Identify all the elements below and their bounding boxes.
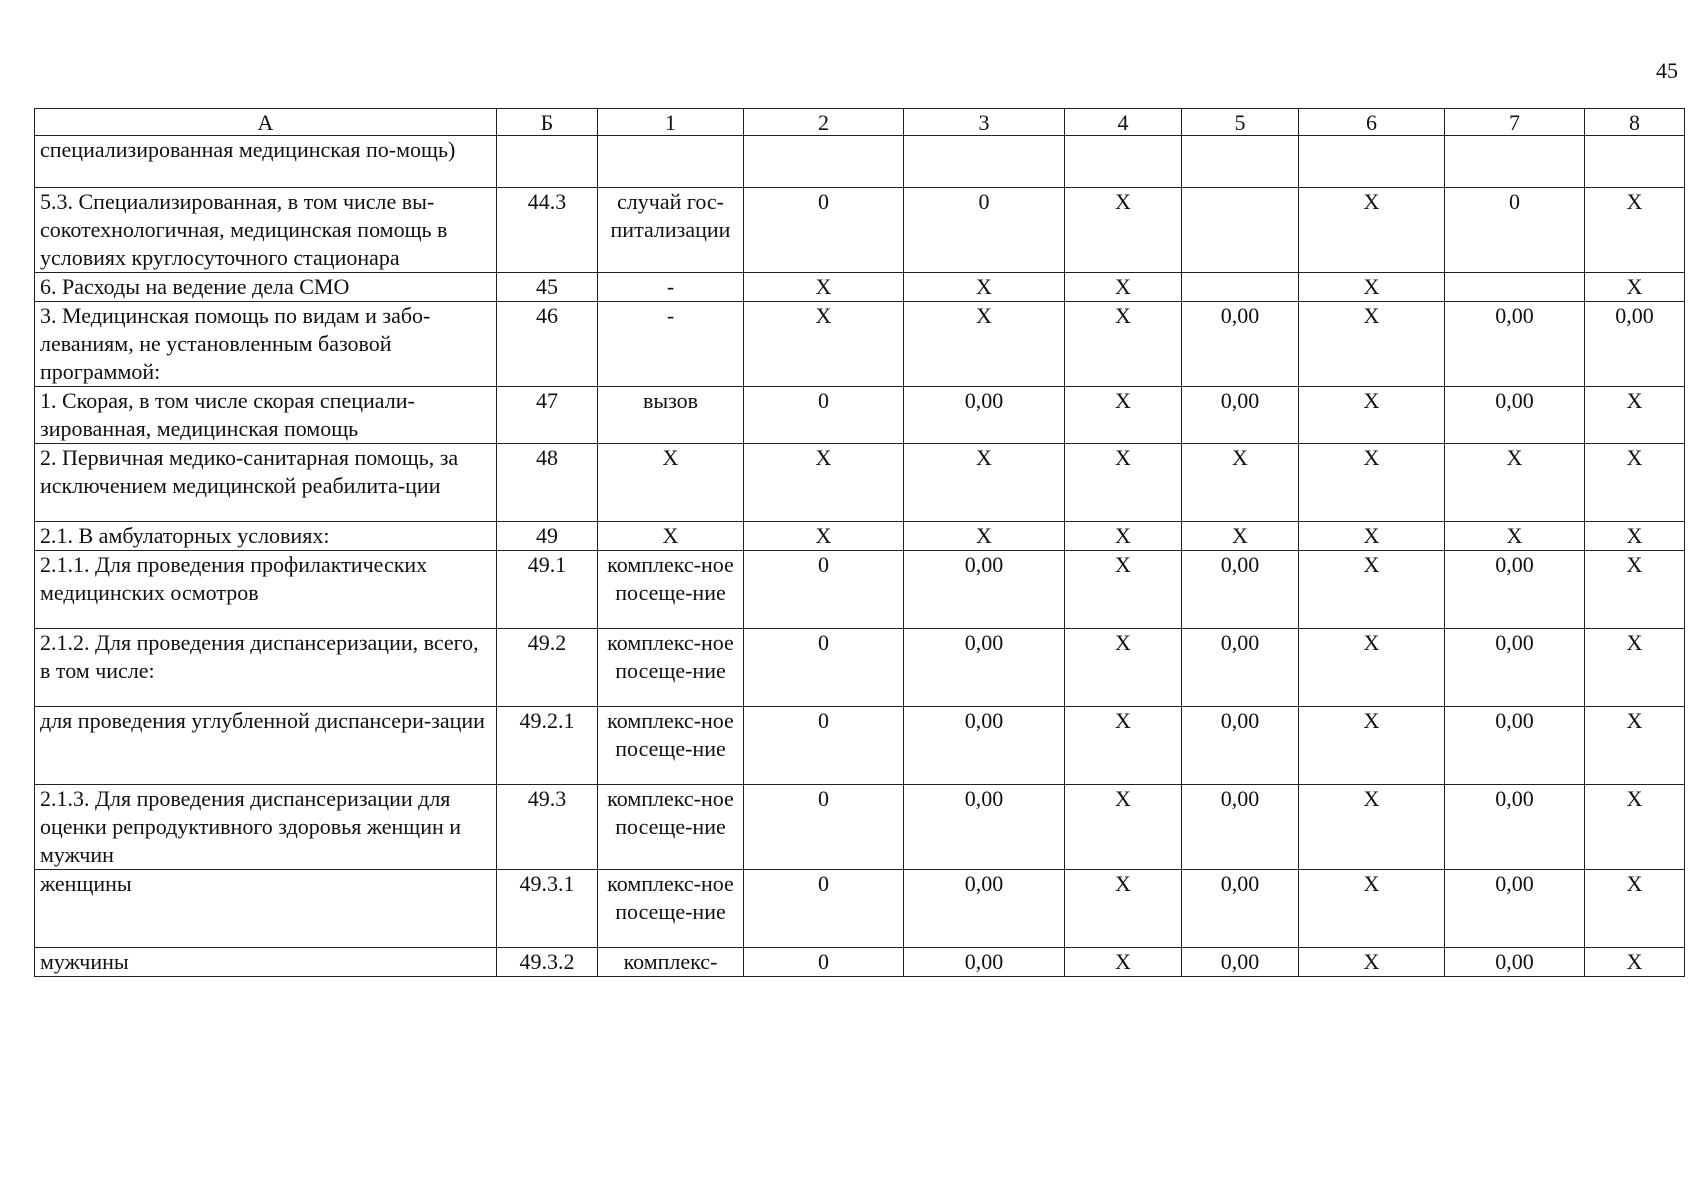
column-header: А [35, 109, 497, 136]
table-cell: Х [1182, 444, 1299, 522]
row-label-cell: 6. Расходы на ведение дела СМО [35, 273, 497, 302]
column-header: Б [497, 109, 598, 136]
table-row [35, 188, 1685, 273]
table-cell: Х [1065, 948, 1182, 977]
table-cell: Х [1299, 551, 1445, 629]
table-row [35, 444, 1685, 522]
table-cell [1299, 136, 1445, 188]
table-row [35, 785, 1685, 870]
table-cell: 0 [744, 948, 904, 977]
row-label-cell: 2. Первичная медико-санитарная помощь, за исключением медицинской реабилита-ции [35, 444, 497, 522]
table-cell: 49.1 [497, 551, 598, 629]
row-label-cell: 1. Скорая, в том числе скорая специали-зированная, медицинская помощь [35, 387, 497, 444]
table-cell: комплекс-ное посеще-ние [598, 707, 744, 785]
table-cell [1445, 273, 1585, 302]
table-cell: 0,00 [1445, 551, 1585, 629]
table-cell: 0,00 [1445, 707, 1585, 785]
table-row [35, 136, 1685, 188]
table-cell: Х [1299, 948, 1445, 977]
column-header: 6 [1299, 109, 1445, 136]
table-cell: Х [744, 444, 904, 522]
table-cell: Х [1299, 387, 1445, 444]
table-cell: 0,00 [1585, 302, 1685, 387]
table-cell: Х [1065, 387, 1182, 444]
table-cell: 0,00 [904, 387, 1065, 444]
table-cell: 0,00 [1445, 785, 1585, 870]
table-cell: Х [598, 522, 744, 551]
table-cell: 0 [744, 551, 904, 629]
table-cell: Х [904, 522, 1065, 551]
table-cell: 0 [744, 870, 904, 948]
table-cell: Х [1065, 273, 1182, 302]
table-cell: 0,00 [1445, 387, 1585, 444]
row-label-cell: 3. Медицинская помощь по видам и забо-леваниям, не установленным базовой программой: [35, 302, 497, 387]
row-label-cell: специализированная медицинская по-мощь) [35, 136, 497, 188]
row-label-cell: 2.1.2. Для проведения диспансеризации, всего, в том числе: [35, 629, 497, 707]
table-cell: Х [1585, 629, 1685, 707]
table-cell: 45 [497, 273, 598, 302]
table-row [35, 948, 1685, 977]
table-cell: Х [1299, 188, 1445, 273]
table-cell: 49.2 [497, 629, 598, 707]
table-cell: Х [1065, 551, 1182, 629]
row-label-cell: 2.1.1. Для проведения профилактических медицинских осмотров [35, 551, 497, 629]
table-cell: вызов [598, 387, 744, 444]
column-header: 1 [598, 109, 744, 136]
table-cell: Х [744, 302, 904, 387]
table-cell [1182, 273, 1299, 302]
table-cell: - [598, 302, 744, 387]
table-cell: 0 [744, 188, 904, 273]
table-cell: Х [1065, 444, 1182, 522]
table-row [35, 387, 1685, 444]
table-cell: Х [1065, 629, 1182, 707]
table-cell [497, 136, 598, 188]
table-cell: 49.3.1 [497, 870, 598, 948]
row-label-cell: для проведения углубленной диспансери-зации [35, 707, 497, 785]
row-label-cell: мужчины [35, 948, 497, 977]
table-cell: Х [1065, 302, 1182, 387]
table-cell: Х [1299, 707, 1445, 785]
table-cell: 48 [497, 444, 598, 522]
table-cell [744, 136, 904, 188]
table-cell: 49 [497, 522, 598, 551]
table-cell: Х [1585, 522, 1685, 551]
table-cell: Х [1585, 948, 1685, 977]
table-cell [1182, 136, 1299, 188]
table-cell: Х [744, 273, 904, 302]
table-cell: 0,00 [1182, 302, 1299, 387]
table-cell: 0,00 [1182, 948, 1299, 977]
table-cell: 0,00 [904, 948, 1065, 977]
table-cell: 47 [497, 387, 598, 444]
table-cell: 0,00 [904, 707, 1065, 785]
table-cell: Х [1585, 188, 1685, 273]
table-cell: Х [1299, 522, 1445, 551]
table-cell: Х [1299, 302, 1445, 387]
table-cell: 0,00 [1182, 551, 1299, 629]
table-cell: 0,00 [1182, 629, 1299, 707]
table-cell: 0,00 [1182, 870, 1299, 948]
table-cell: комплекс-ное посеще-ние [598, 629, 744, 707]
table-row [35, 302, 1685, 387]
table-cell: Х [1065, 785, 1182, 870]
row-label-cell: 2.1.3. Для проведения диспансеризации для оценки репродуктивного здоровья женщин и мужчин [35, 785, 497, 870]
table-row [35, 870, 1685, 948]
table-cell: 49.3.2 [497, 948, 598, 977]
table-cell: Х [1299, 444, 1445, 522]
table-cell: 0,00 [1445, 948, 1585, 977]
row-label-cell: женщины [35, 870, 497, 948]
table-cell: 0,00 [904, 785, 1065, 870]
table-cell: 0,00 [1445, 302, 1585, 387]
column-header: 7 [1445, 109, 1585, 136]
row-label-cell: 2.1. В амбулаторных условиях: [35, 522, 497, 551]
table-cell: 0 [744, 785, 904, 870]
data-table [34, 108, 1685, 977]
table-cell: комплекс- [598, 948, 744, 977]
table-cell: 0,00 [1182, 707, 1299, 785]
table-cell: 0,00 [904, 551, 1065, 629]
table-cell: Х [1585, 273, 1685, 302]
table-row [35, 522, 1685, 551]
column-header: 2 [744, 109, 904, 136]
table-cell: - [598, 273, 744, 302]
table-cell: Х [1299, 870, 1445, 948]
table-cell: Х [1585, 444, 1685, 522]
table-cell: Х [744, 522, 904, 551]
table-cell: 0,00 [1182, 785, 1299, 870]
table-row [35, 551, 1685, 629]
table-cell: случай гос-питализации [598, 188, 744, 273]
table-cell: Х [1299, 273, 1445, 302]
table-cell: Х [1585, 785, 1685, 870]
table-cell: Х [1445, 522, 1585, 551]
table-cell: Х [1065, 522, 1182, 551]
table-cell: 49.2.1 [497, 707, 598, 785]
table-cell: 0 [904, 188, 1065, 273]
table-cell [1585, 136, 1685, 188]
page-number: 45 [1656, 58, 1678, 83]
table-cell: Х [1585, 870, 1685, 948]
table-cell [598, 136, 744, 188]
table-cell: 0,00 [904, 870, 1065, 948]
table-row [35, 707, 1685, 785]
table-cell: Х [598, 444, 744, 522]
table-cell: Х [1065, 188, 1182, 273]
table-cell: 0,00 [904, 629, 1065, 707]
column-header: 4 [1065, 109, 1182, 136]
table-cell: Х [904, 273, 1065, 302]
table-row [35, 273, 1685, 302]
column-header: 3 [904, 109, 1065, 136]
table-cell: 0 [744, 387, 904, 444]
table-cell: Х [1065, 707, 1182, 785]
table-cell: Х [1182, 522, 1299, 551]
table-cell: 49.3 [497, 785, 598, 870]
table-cell [1445, 136, 1585, 188]
table-cell: Х [904, 302, 1065, 387]
table-cell: 0,00 [1445, 629, 1585, 707]
table-cell: 46 [497, 302, 598, 387]
table-cell: комплекс-ное посеще-ние [598, 551, 744, 629]
table-cell: 0 [744, 629, 904, 707]
table-cell: 44.3 [497, 188, 598, 273]
table-cell: Х [1445, 444, 1585, 522]
table-cell [904, 136, 1065, 188]
table-cell: 0 [744, 707, 904, 785]
table-cell: Х [1585, 387, 1685, 444]
table-cell: комплекс-ное посеще-ние [598, 785, 744, 870]
table-cell: 0 [1445, 188, 1585, 273]
table-row [35, 629, 1685, 707]
table-cell: комплекс-ное посеще-ние [598, 870, 744, 948]
column-header: 5 [1182, 109, 1299, 136]
table-cell: Х [904, 444, 1065, 522]
table-cell: Х [1585, 707, 1685, 785]
table-cell: Х [1585, 551, 1685, 629]
table-cell: Х [1299, 629, 1445, 707]
table-cell [1065, 136, 1182, 188]
table-cell: Х [1299, 785, 1445, 870]
row-label-cell: 5.3. Специализированная, в том числе вы-сокотехнологичная, медицинская помощь в условиях круглосуточного стационара [35, 188, 497, 273]
table-header-row [35, 109, 1685, 136]
table-cell: Х [1065, 870, 1182, 948]
table-cell [1182, 188, 1299, 273]
table-cell: 0,00 [1182, 387, 1299, 444]
table-cell: 0,00 [1445, 870, 1585, 948]
column-header: 8 [1585, 109, 1685, 136]
